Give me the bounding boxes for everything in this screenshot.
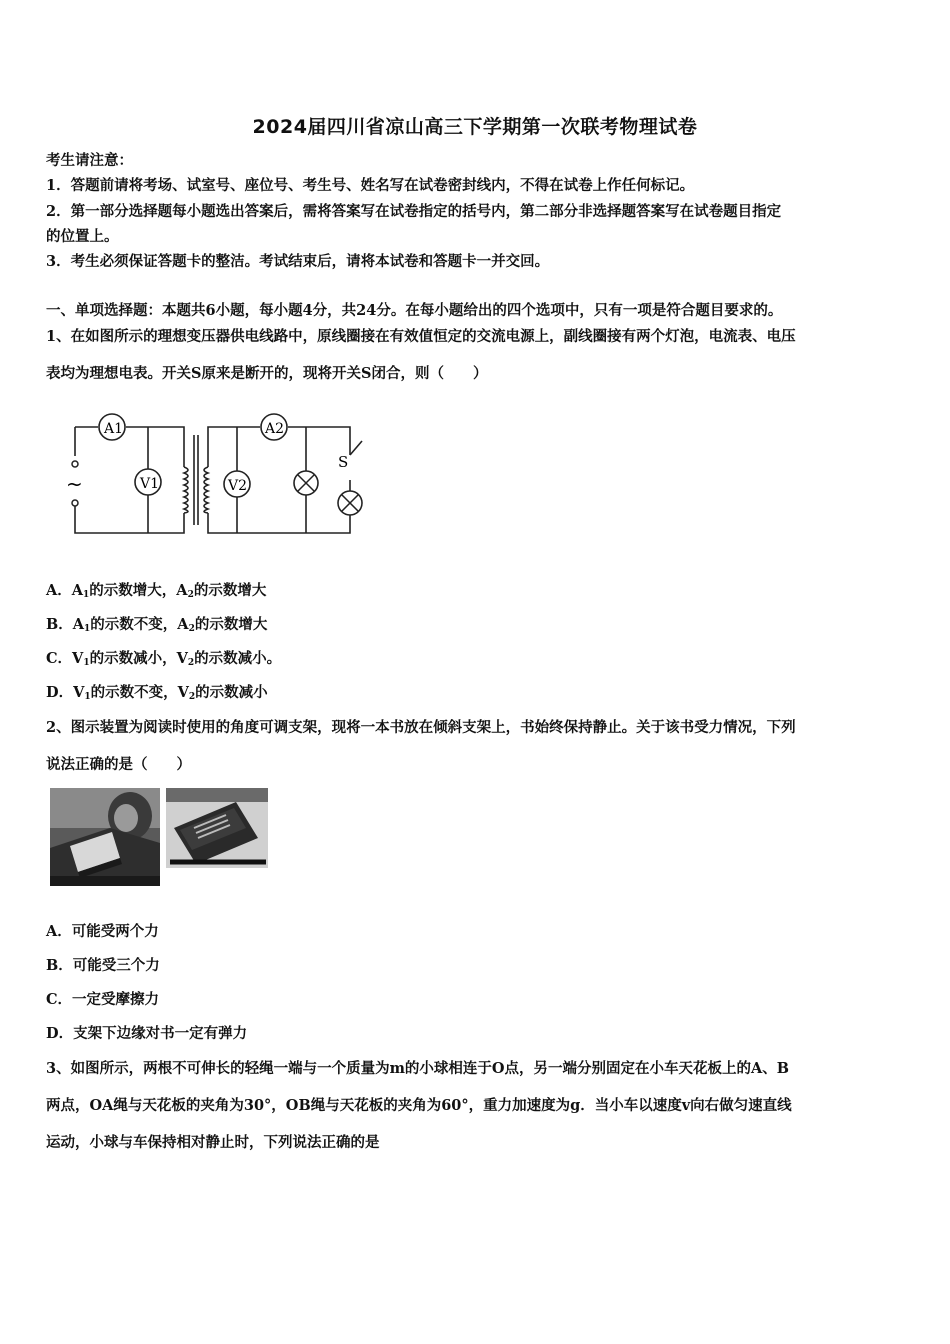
q1-option-c: C．$V_1$的示数减小，$V_2$的示数减小。 xyxy=(46,650,282,668)
q2-option-d: D．支架下边缘对书一定有弹力 xyxy=(46,1025,248,1042)
reading-stand-photo-2 xyxy=(166,788,268,868)
q1-stem-line1: 1、在如图所示的理想变压器供电线路中，原线圈接在有效值恒定的交流电源上，副线圈接有两个灯泡，电流表、电压 xyxy=(46,328,796,345)
q1-option-a: A．$A_1$的示数增大，$A_2$的示数增大 xyxy=(46,582,267,600)
page-title: 2024届四川省凉山高三下学期第一次联考物理试卷 xyxy=(252,116,698,138)
reading-stand-photo-1 xyxy=(50,788,160,886)
q2-stem-line1: 2、图示装置为阅读时使用的角度可调支架，现将一本书放在倾斜支架上，书始终保持静止。关于该书受力情况，下列 xyxy=(46,719,796,736)
ac-source-label: ~ xyxy=(66,472,83,496)
notice-item: 2．第一部分选择题每小题选出答案后，需将答案写在试卷指定的括号内，第二部分非选择题答案写在试卷题目指定 xyxy=(46,203,782,220)
notice-item: 的位置上。 xyxy=(46,228,119,245)
source-terminal-icon xyxy=(72,461,78,467)
ammeter-a2-label: A2 xyxy=(265,421,285,437)
q2-option-b: B．可能受三个力 xyxy=(46,957,160,974)
q3-stem-line3: 运动，小球与车保持相对静止时，下列说法正确的是 xyxy=(46,1134,380,1151)
notice-heading: 考生请注意： xyxy=(46,152,133,169)
source-terminal-icon xyxy=(72,500,78,506)
q1-stem-line2: 表均为理想电表。开关S原来是断开的，现将开关S闭合，则（ ） xyxy=(46,365,488,382)
q3-stem-line2: 两点，OA绳与天花板的夹角为30°，OB绳与天花板的夹角为60°，重力加速度为g．当小车以速度v向右做匀速直线 xyxy=(46,1097,792,1114)
q1-option-d: D．$V_1$的示数不变，$V_2$的示数减小 xyxy=(46,684,268,702)
q3-stem-line1: 3、如图所示，两根不可伸长的轻绳一端与一个质量为m的小球相连于O点，另一端分别固定在小车天花板上的A、B xyxy=(46,1060,790,1077)
voltmeter-v1-label: V1 xyxy=(140,476,160,492)
q2-option-a: A．可能受两个力 xyxy=(46,923,159,940)
switch-s-label: S xyxy=(338,453,349,471)
q1-option-b: B．$A_1$的示数不变，$A_2$的示数增大 xyxy=(46,616,268,634)
transformer-circuit-diagram xyxy=(60,405,380,545)
section-heading: 一、单项选择题：本题共6小题，每小题4分，共24分。在每小题给出的四个选项中，只有一项是符合题目要求的。 xyxy=(46,302,783,319)
q2-option-c: C．一定受摩擦力 xyxy=(46,991,160,1008)
voltmeter-v2-label: V2 xyxy=(228,478,248,494)
notice-item: 3．考生必须保证答题卡的整洁。考试结束后，请将本试卷和答题卡一并交回。 xyxy=(46,253,550,270)
ammeter-a1-label: A1 xyxy=(104,421,124,437)
q2-stem-line2: 说法正确的是（ ） xyxy=(46,756,191,773)
lamp-icon xyxy=(338,491,362,515)
notice-item: 1．答题前请将考场、试室号、座位号、考生号、姓名写在试卷密封线内，不得在试卷上作任何标记。 xyxy=(46,177,695,194)
lamp-icon xyxy=(294,471,318,495)
